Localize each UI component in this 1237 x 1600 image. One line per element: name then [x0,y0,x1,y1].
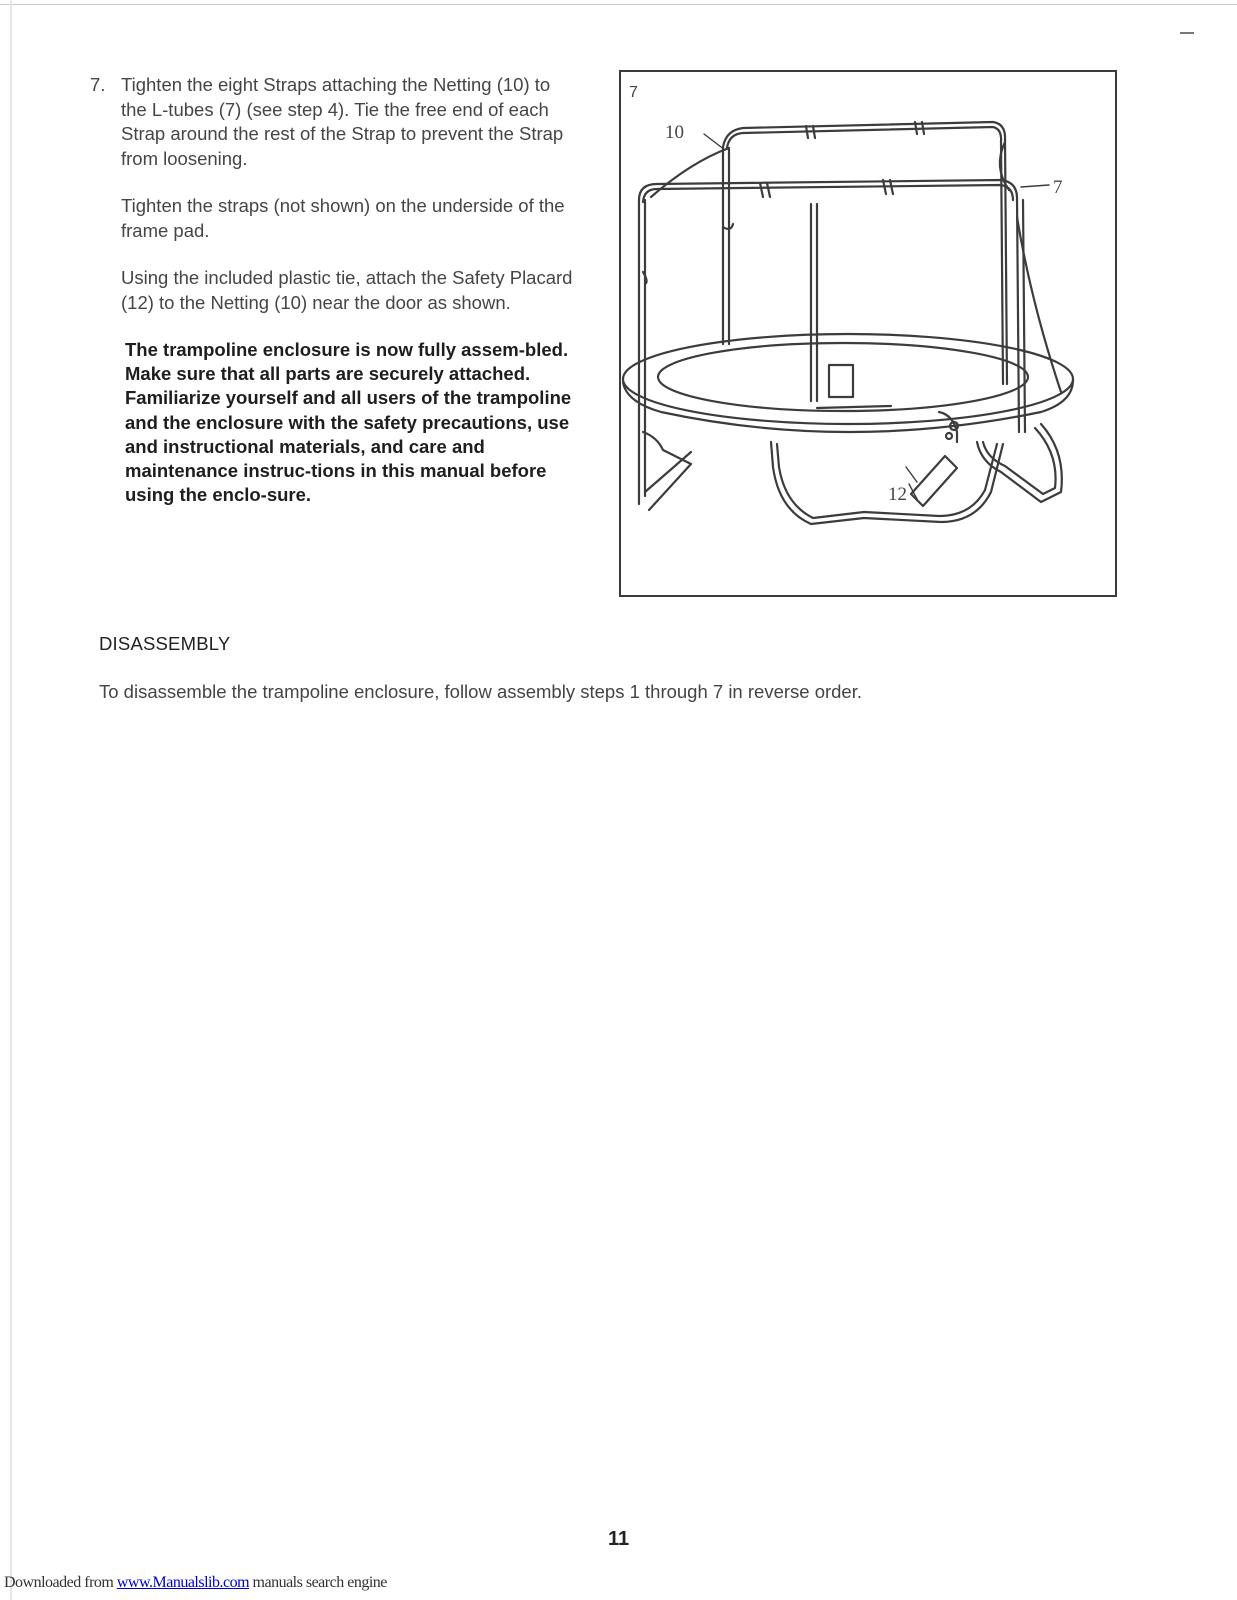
step-number: 7. [90,74,106,95]
disassembly-text: To disassemble the trampoline enclosure, follow assembly steps 1 through 7 in reverse order. [99,681,862,702]
page-number: 11 [608,1528,630,1550]
figure-number: 7 [629,84,638,101]
download-footer [4,1574,387,1592]
callout-netting: 10 [665,122,684,143]
manualslib-link[interactable]: www.Manualslib.com [116,1574,250,1591]
step-paragraph: Tighten the straps (not shown) on the underside of the frame pad. [121,195,565,241]
callout-l-tube: 7 [1053,177,1063,198]
trampoline-illustration [621,72,1115,595]
scan-top-edge [0,4,1237,5]
footer-suffix: manuals search engine [249,1574,387,1591]
footer-prefix: Downloaded from [4,1574,117,1591]
scan-left-edge [10,0,12,1600]
step-paragraph: Using the included plastic tie, attach the Safety Placard (12) to the Netting (10) near the door as shown. [121,267,573,313]
step-paragraph: Tighten the eight Straps attaching the Netting (10) to the L-tubes (7) (see step 4). Tie the free end of each Strap around the rest of the Strap to prevent the Strap from loosening. [121,74,564,169]
step-7 [90,73,575,530]
callout-safety-placard: 12 [888,484,907,505]
trampoline-enclosure-figure [619,70,1117,597]
section-heading: DISASSEMBLY [99,633,231,654]
safety-notice: The trampoline enclosure is now fully assem-bled. Make sure that all parts are securely attached. Familiarize yourself and all users of the trampoline and the enclosure with the safety precautions, use and instructional materials, and care and maintenance instruc-tions in this manual before using the enclo-sure. [125,339,572,506]
scan-mark [1180,32,1194,34]
